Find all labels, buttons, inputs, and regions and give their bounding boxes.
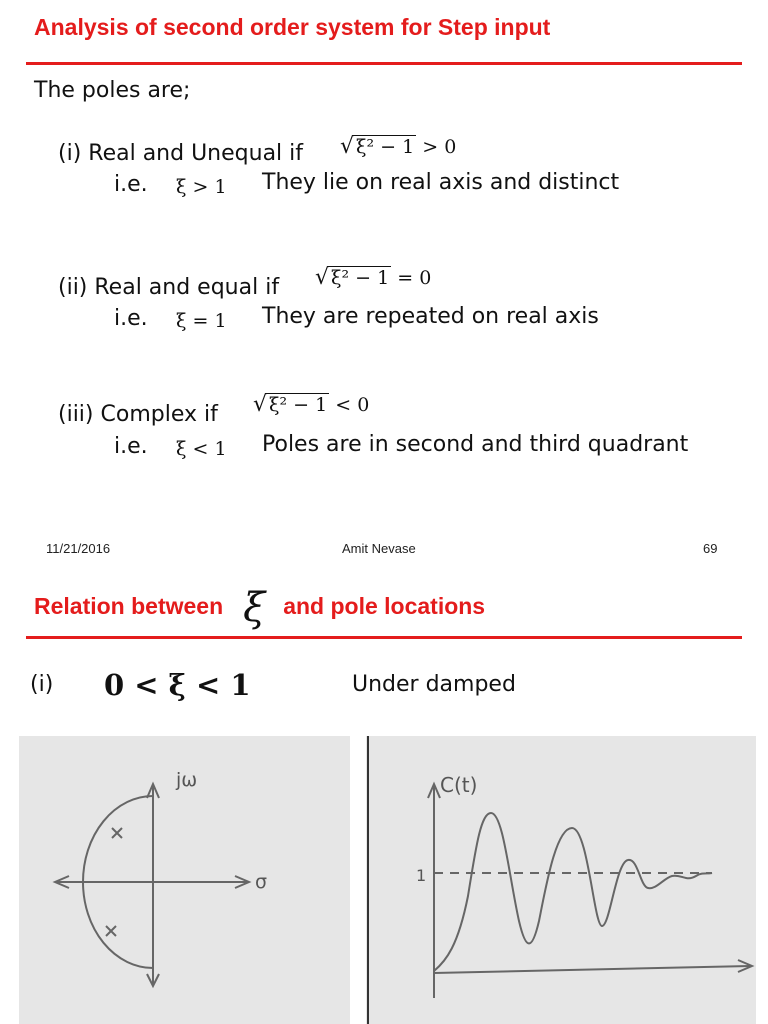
footer-page-number: 69 (703, 541, 718, 556)
step-response-sketch (366, 736, 756, 1024)
case-3-condition: √ ξ² − 1 < 0 (253, 392, 370, 417)
case-name: Under damped (352, 672, 516, 697)
intro-text: The poles are; (34, 78, 191, 103)
pole-plot-sketch (19, 736, 350, 1024)
case-3-ie-condition: ξ < 1 (176, 438, 227, 460)
title-left: Relation between (34, 592, 224, 619)
case-1-label: (i) Real and Unequal if (58, 141, 304, 166)
slide-title: Analysis of second order system for Step input (34, 14, 551, 40)
case-1-ie-condition: ξ > 1 (176, 176, 227, 198)
case-1-ie: i.e. (114, 172, 148, 197)
case-1-condition: √ ξ² − 1 > 0 (340, 134, 457, 159)
case-2-condition: √ ξ² − 1 = 0 (315, 265, 432, 290)
real-axis-label: σ (255, 871, 268, 893)
footer-author: Amit Nevase (342, 541, 416, 556)
case-3-ie: i.e. (114, 434, 148, 459)
title-rule (26, 62, 742, 65)
case-label: (i) (30, 672, 54, 697)
steady-state-label: 1 (416, 866, 427, 885)
title-right: and pole locations (283, 592, 486, 619)
case-2-note: They are repeated on real axis (262, 304, 599, 329)
case-1-note: They lie on real axis and distinct (262, 170, 620, 195)
case-2-ie: i.e. (114, 306, 148, 331)
footer-date: 11/21/2016 (46, 541, 111, 556)
case-3-label: (iii) Complex if (58, 402, 218, 427)
y-axis-label: C(t) (440, 773, 478, 797)
xi-symbol: ξ (243, 585, 266, 631)
case-3-note: Poles are in second and third quadrant (262, 432, 689, 457)
imag-axis-label: jω (176, 769, 198, 791)
case-2-label: (ii) Real and equal if (58, 275, 280, 300)
title-rule (26, 636, 742, 639)
case-2-ie-condition: ξ = 1 (176, 310, 227, 332)
damping-condition: 0 < ξ < 1 (104, 668, 251, 702)
slide-relation (0, 572, 768, 1024)
slide-title (34, 585, 486, 631)
